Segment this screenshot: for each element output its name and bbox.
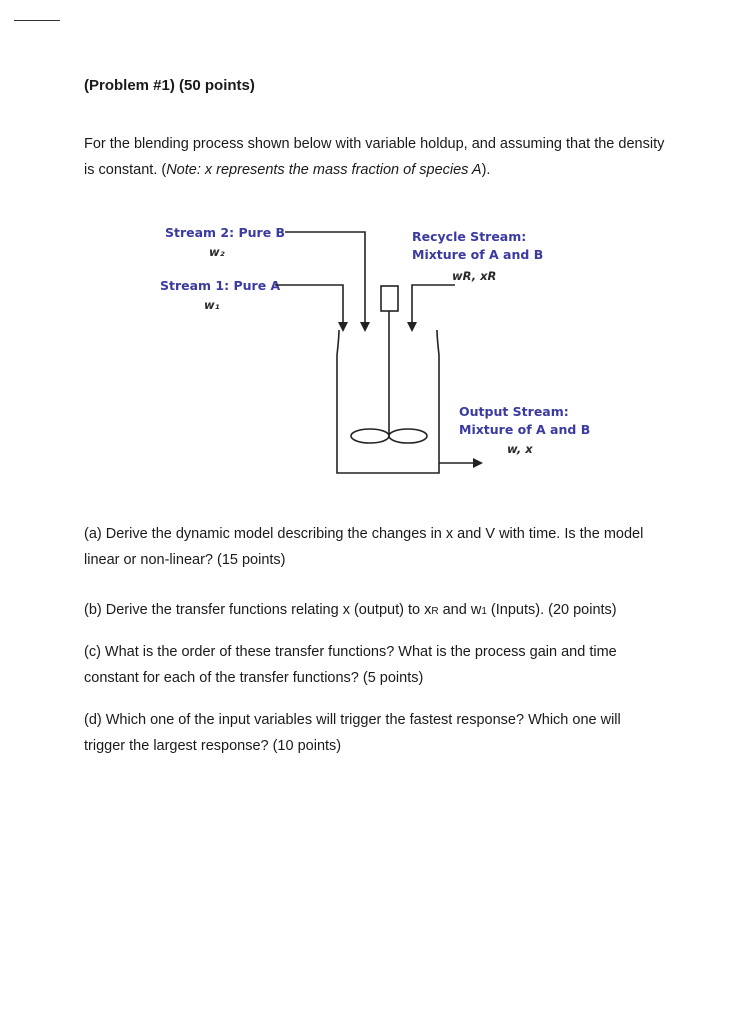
question-c: (c) What is the order of these transfer functions? What is the process gain and time constant for each of the transfer functions? (5 points) [84,644,617,686]
recycle-label-line2: Mixture of A and B [412,247,544,262]
problem-title: (Problem #1) (50 points) [84,77,255,94]
impeller-right [389,429,427,443]
question-b-post: (Inputs). (20 points) [486,602,617,618]
problem-intro [84,131,674,183]
question-d: (d) Which one of the input variables will trigger the fastest response? Which one will trigger the largest response? (10 points) [84,712,621,754]
recycle-pipe [412,285,455,330]
question-a: (a) Derive the dynamic model describing the changes in x and V with time. Is the model linear or non-linear? (15 points) [84,526,644,568]
stream2-label: Stream 2: Pure B [165,225,286,240]
stream1-pipe [275,285,343,330]
intro-end: ). [481,162,491,178]
mixer-motor [381,286,398,311]
intro-text: For the blending process shown below with variable holdup, and assuming that the density is constant. ( [84,136,665,178]
recycle-label-line1: Recycle Stream: [412,229,527,244]
stream2-pipe [285,232,365,330]
stream1-var: w₁ [204,298,220,312]
tank [337,330,439,473]
stream1-label: Stream 1: Pure A [160,278,281,293]
question-b-sub2: 1 [481,606,487,617]
question-b-pre: (b) Derive the transfer functions relating x (output) to x [84,602,432,618]
output-label-line1: Output Stream: [459,404,569,419]
blending-process-diagram [0,215,745,485]
intro-note: Note: x represents the mass fraction of species A [166,162,482,178]
corner-mark [14,20,60,21]
output-var: w, x [507,442,533,456]
impeller-left [351,429,389,443]
output-label-line2: Mixture of A and B [459,422,591,437]
question-b [84,597,664,625]
recycle-var: wR, xR [452,269,497,283]
question-b-sub1: R [431,606,439,617]
stream2-var: w₂ [209,245,225,259]
question-b-mid: and w [438,602,482,618]
